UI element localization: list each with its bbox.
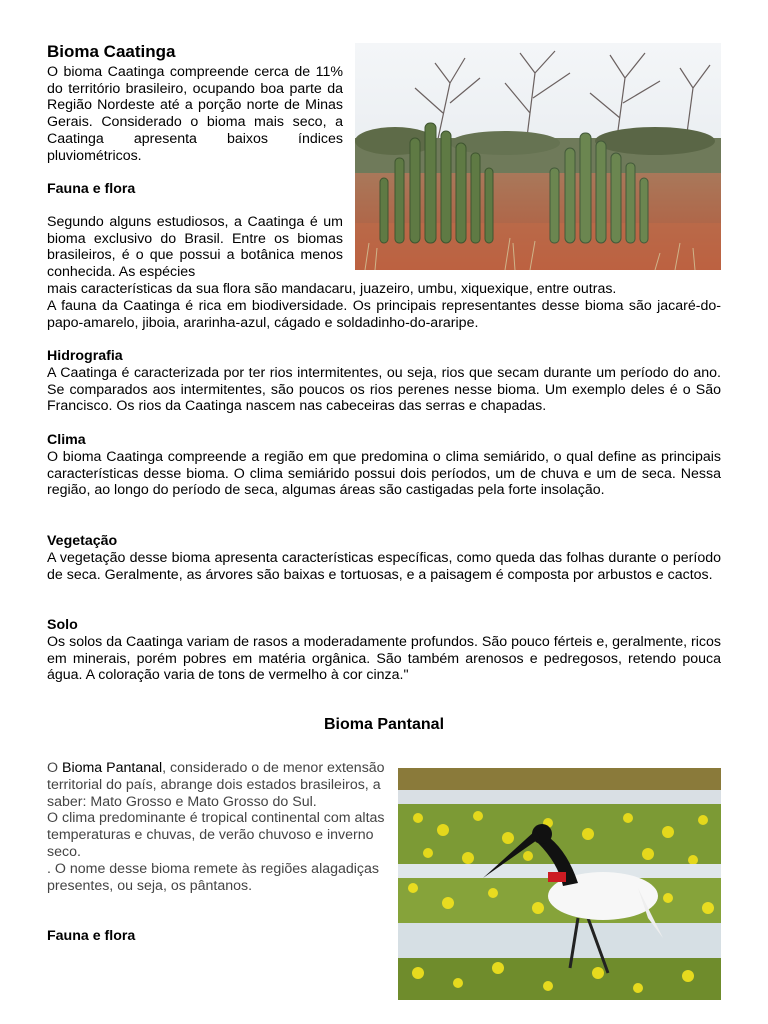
pantanal-p1-rest: , considerado o de menor extensão territorial do país, abrange dois estados brasileiros, a saber: Mato Grosso e Mato Grosso do Sul. (47, 760, 385, 810)
caatinga-fauna-paragraph-2: A fauna da Caatinga é rica em biodiversidade. Os principais representantes desse bioma são jacaré-do-papo-amarelo, jiboia, ararinha-azul, cágado e soldadinho-do-araripe. (47, 298, 721, 331)
pantanal-jabiru-photo (398, 768, 721, 1000)
clima-heading: Clima (47, 432, 86, 448)
pantanal-paragraph-1 (47, 760, 392, 810)
solo-text: Os solos da Caatinga variam de rasos a moderadamente profundos. São pouco férteis e, geralmente, ricos em minerais, porém pobres em matéria orgânica. São também arenosos e pedregosos, retendo pouca água. A coloração varia de tons de vermelho à cor cinza." (47, 634, 721, 684)
caatinga-cactus-photo (355, 43, 721, 270)
hidrografia-text: A Caatinga é caracterizada por ter rios intermitentes, ou seja, rios que secam durante um período do ano. Se comparados aos intermitentes, são poucos os rios perenes nesse bioma. Um exemplo deles é o São Francisco. Os rios da Caatinga nascem nas cabeceiras das serras e chapadas. (47, 365, 721, 415)
vegetacao-heading: Vegetação (47, 533, 118, 549)
caatinga-intro: O bioma Caatinga compreende cerca de 11% do território brasileiro, ocupando boa parte da Região Nordeste até a porção norte de Minas Gerais. Considerado o bioma mais seco, a Caatinga apresenta baixos índices pluviométricos. (47, 64, 343, 164)
solo-heading: Solo (47, 617, 78, 633)
clima-text: O bioma Caatinga compreende a região em que predomina o clima semiárido, o qual define as principais características desse bioma. O clima semiárido possui dois períodos, um de chuva e um de seca. Nessa região, ao longo do período de seca, algumas áreas são castigadas pela forte insolação. (47, 449, 721, 499)
caatinga-flora-continuation: mais características da sua flora são mandacaru, juazeiro, umbu, xiquexique, entre outras. (47, 281, 617, 297)
caatinga-fauna-paragraph: Segundo alguns estudiosos, a Caatinga é um bioma exclusivo do Brasil. Entre os biomas brasileiros, é o que possui a botânica menos conhecida. As espécies (47, 214, 343, 281)
pantanal-paragraph-3: . O nome desse bioma remete às regiões alagadiças presentes, ou seja, os pântanos. (47, 860, 380, 894)
pantanal-title: Bioma Pantanal (323, 716, 445, 733)
vegetacao-text: A vegetação desse bioma apresenta características específicas, como queda das folhas durante o período de seca. Geralmente, as árvores são baixas e tortuosas, e a paisagem é composta por arbustos e cactos. (47, 550, 721, 583)
pantanal-keyword-link[interactable]: Bioma Pantanal (61, 760, 163, 776)
caatinga-fauna-heading: Fauna e flora (47, 181, 136, 197)
caatinga-title: Bioma Caatinga (47, 42, 176, 61)
pantanal-fauna-heading: Fauna e flora (47, 928, 136, 944)
pantanal-text (47, 760, 392, 894)
pantanal-p1-prefix: O (47, 760, 62, 776)
hidrografia-heading: Hidrografia (47, 348, 123, 364)
pantanal-paragraph-2: O clima predominante é tropical continental com altas temperaturas e chuvas, de verão chuvoso e inverno seco. (47, 810, 385, 860)
